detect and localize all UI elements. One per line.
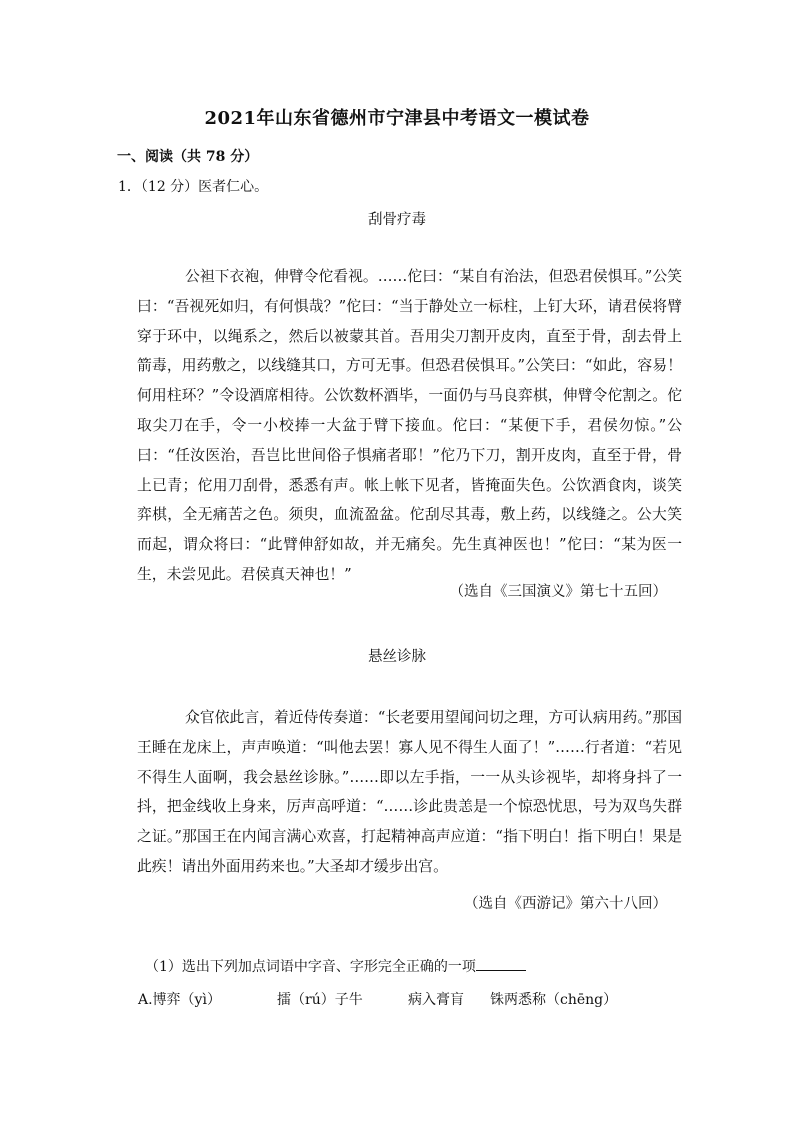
exam-title: 2021年山东省德州市宁津县中考语文一模试卷 [204,108,590,129]
passage-1-text: 公袒下衣袍，伸臂令佗看视。……佗曰：“某自有治法，但恐君侯惧耳。”公笑曰：“吾视死如归，有何惧哉？”佗曰：“当于静处立一标柱，上钉大环，请君侯将臂穿于环中，以绳系之，然后以被蒙其首。吾用尖刀割开皮肉，直至于骨，刮去骨上箭毒，用药敷之，以线缝其口，方可无事。但恐君侯惧耳。”公笑曰：“如此，容易！何用柱环？”令设酒席相待。公饮数杯酒毕，一面仍与马良弈棋，伸臂令佗割之。佗取尖刀在手，令一小校捧一大盆于臂下接血。佗曰：“某便下手，君侯勿惊。”公曰：“任汝医治，吾岂比世间俗子惧痛者耶！”佗乃下刀，割开皮肉，直至于骨，骨上已青；佗用刀刮骨，悉悉有声。帐上帐下见者，皆掩面失色。公饮酒食肉，谈笑弈棋，全无痛苦之色。须臾，血流盈盆。佗刮尽其毒，敷上药，以线缝之。公大笑而起，谓众将曰：“此臂伸舒如故，并无痛矣。先生真神医也！”佗曰：“某为医一生，未尝见此。君侯真天神也！” [137,268,682,583]
option-item-2: 擂（rú）子牛 [277,992,363,1008]
sub-question [145,956,526,976]
passage-2-body [137,703,682,882]
question-line: 1．（12 分）医者仁心。 [118,179,269,195]
passage-2-text: 众官依此言，着近侍传奏道：“长老要用望闻问切之理，方可认病用药。”那国王睡在龙床上，声声唤道：“叫他去罢！寡人见不得生人面了！”……行者道：“若见不得生人面啊，我会悬丝诊脉。”……即以左手指，一一从头诊视毕，却将身抖了一抖，把金线收上身来，厉声高呼道：“……诊此贵恙是一个惊恐忧思，号为双鸟失群之证。”那国王在内闻言满心欢喜，打起精神高声应道：“指下明白！指下明白！果是此疾！请出外面用药来也。”大圣却才缓步出宫。 [137,709,682,875]
passage-1-body [137,262,682,590]
option-item-3: 病入膏肓 [408,992,464,1008]
passage-1-source: （选自《三国演义》第七十五回） [449,584,667,600]
answer-blank[interactable] [476,956,526,971]
passage-2-title: 悬丝诊脉 [368,649,426,665]
passage-2-source: （选自《西游记》第六十八回） [464,896,667,912]
passage-1-title: 刮骨疗毒 [368,212,426,228]
option-a[interactable]: A.博弈（yì） [138,992,221,1008]
answer-options [138,989,617,1009]
section-heading: 一、阅读（共 78 分） [117,149,259,165]
sub-question-text: （1）选出下列加点词语中字音、字形完全正确的一项 [145,959,476,975]
option-item-4: 铢两悉称（chēng） [490,992,618,1008]
